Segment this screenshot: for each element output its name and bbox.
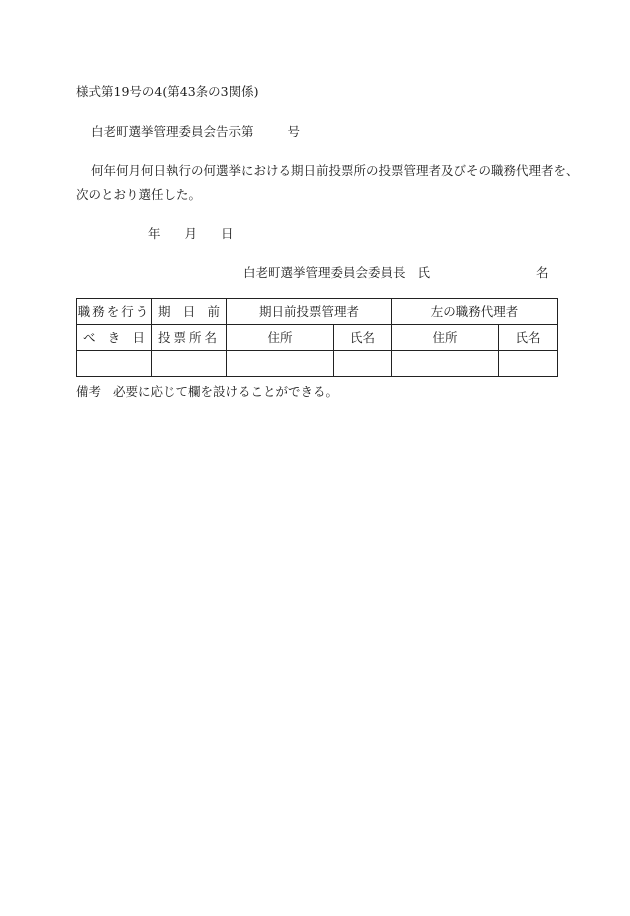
header-date-bottom xyxy=(77,325,152,351)
header-place-top-a: 期 xyxy=(158,303,171,319)
header-deputy-name: 氏名 xyxy=(499,325,558,351)
date-month: 月 xyxy=(184,226,198,241)
header-date-bottom-a: べ xyxy=(83,329,96,345)
table-header-row-2 xyxy=(77,325,558,351)
cell-deputy-address xyxy=(392,351,499,377)
header-manager-address: 住所 xyxy=(227,325,334,351)
date-day: 日 xyxy=(221,226,234,241)
appointment-table xyxy=(76,298,558,377)
date-year: 年 xyxy=(148,226,161,241)
cell-manager-address xyxy=(227,351,334,377)
cell-place xyxy=(152,351,227,377)
header-place-top-b: 日 xyxy=(182,303,196,319)
cell-date xyxy=(77,351,152,377)
header-deputy-address: 住所 xyxy=(392,325,499,351)
notice-suffix: 号 xyxy=(287,124,301,139)
header-manager-name: 氏名 xyxy=(334,325,392,351)
header-date-top xyxy=(77,299,152,325)
header-date-bottom-c: 日 xyxy=(132,329,145,345)
signature-title: 白老町選挙管理委員会委員長 xyxy=(243,265,406,280)
remark-line xyxy=(76,384,338,400)
signature-shi: 氏 xyxy=(417,265,431,280)
header-place-top-c: 前 xyxy=(207,303,220,319)
table-header-row-1 xyxy=(77,299,558,325)
cell-manager-name xyxy=(334,351,392,377)
header-date-top-text: 職務を行う xyxy=(77,303,151,319)
date-line xyxy=(148,226,234,242)
notice-number-line xyxy=(91,124,300,140)
header-date-bottom-b: き xyxy=(107,329,121,345)
signature-mei: 名 xyxy=(536,265,549,280)
remark-label: 備考 xyxy=(76,384,102,399)
table-row xyxy=(77,351,558,377)
header-place-top xyxy=(152,299,227,325)
remark-text: 必要に応じて欄を設けることができる。 xyxy=(113,384,339,399)
header-deputy: 左の職務代理者 xyxy=(392,299,558,325)
form-title: 様式第19号の4(第43条の3関係) xyxy=(76,84,259,99)
header-place-bottom xyxy=(152,325,227,351)
body-text-line-2: 次のとおり選任した。 xyxy=(76,187,202,202)
notice-label: 白老町選挙管理委員会告示第 xyxy=(91,124,254,139)
header-place-bottom-text: 投票所名 xyxy=(157,329,220,345)
body-text-line-1: 何年何月何日執行の何選挙における期日前投票所の投票管理者及びその職務代理者を、 xyxy=(91,163,579,178)
signature-line xyxy=(243,265,549,281)
header-manager: 期日前投票管理者 xyxy=(227,299,392,325)
cell-deputy-name xyxy=(499,351,558,377)
